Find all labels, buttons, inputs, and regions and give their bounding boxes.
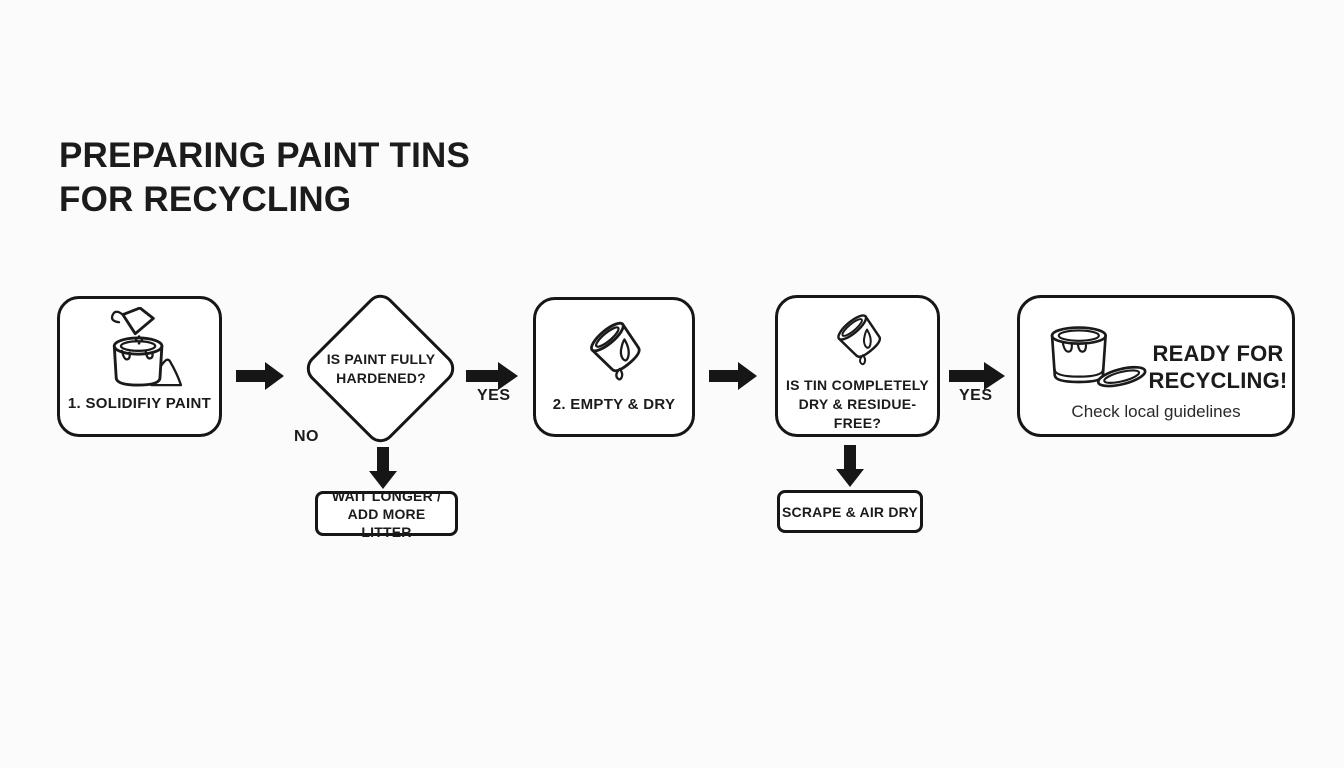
- node-empty-dry: [533, 297, 695, 437]
- arrow-decision1-to-wait: [368, 447, 398, 489]
- pour-litter-into-paint-tin-icon: [87, 307, 193, 387]
- branch-label-yes-1: YES: [477, 387, 511, 404]
- node-wait-longer: [315, 487, 458, 540]
- node-ready-for-recycling: [1017, 295, 1295, 437]
- decision-paint-hardened: [301, 289, 461, 449]
- arrow-step1-to-decision1: [236, 361, 284, 391]
- branch-label-yes-2: YES: [959, 387, 993, 404]
- node-ready-for-recycling-heading: READY FOR RECYCLING!: [1148, 341, 1288, 393]
- open-paint-tin-with-lid-icon: [1036, 312, 1152, 402]
- node-empty-dry-label: 2. EMPTY & DRY: [552, 396, 676, 413]
- branch-label-no: NO: [294, 428, 319, 445]
- arrow-step2-to-decision2: [709, 361, 757, 391]
- node-decision-tin-dry: [775, 295, 940, 437]
- page-title-line1: PREPARING PAINT TINS: [59, 136, 471, 175]
- arrow-decision2-to-final: [949, 361, 1005, 391]
- node-scrape-air-dry: [777, 490, 923, 533]
- page-title-line2: FOR RECYCLING: [59, 180, 352, 219]
- node-ready-for-recycling-subtext: Check local guidelines: [1071, 402, 1241, 421]
- node-decision-tin-dry-label: IS TIN COMPLETELY DRY & RESIDUE-FREE?: [785, 377, 930, 431]
- arrow-decision1-to-step2: [466, 361, 518, 391]
- page-title: [59, 134, 470, 222]
- tilted-dripping-paint-tin-icon: [814, 304, 902, 370]
- node-scrape-air-dry-label: SCRAPE & AIR DRY: [782, 503, 918, 520]
- node-wait-longer-label: WAIT LONGER / ADD MORE LITTER: [331, 487, 442, 540]
- node-solidify-paint-label: 1. SOLIDIFIY PAINT: [67, 395, 212, 412]
- tilted-dripping-paint-tin-icon: [564, 310, 664, 386]
- node-solidify-paint: [57, 296, 222, 437]
- arrow-decision2-to-scrape: [835, 445, 865, 487]
- decision-paint-hardened-label: IS PAINT FULLY HARDENED?: [326, 351, 436, 386]
